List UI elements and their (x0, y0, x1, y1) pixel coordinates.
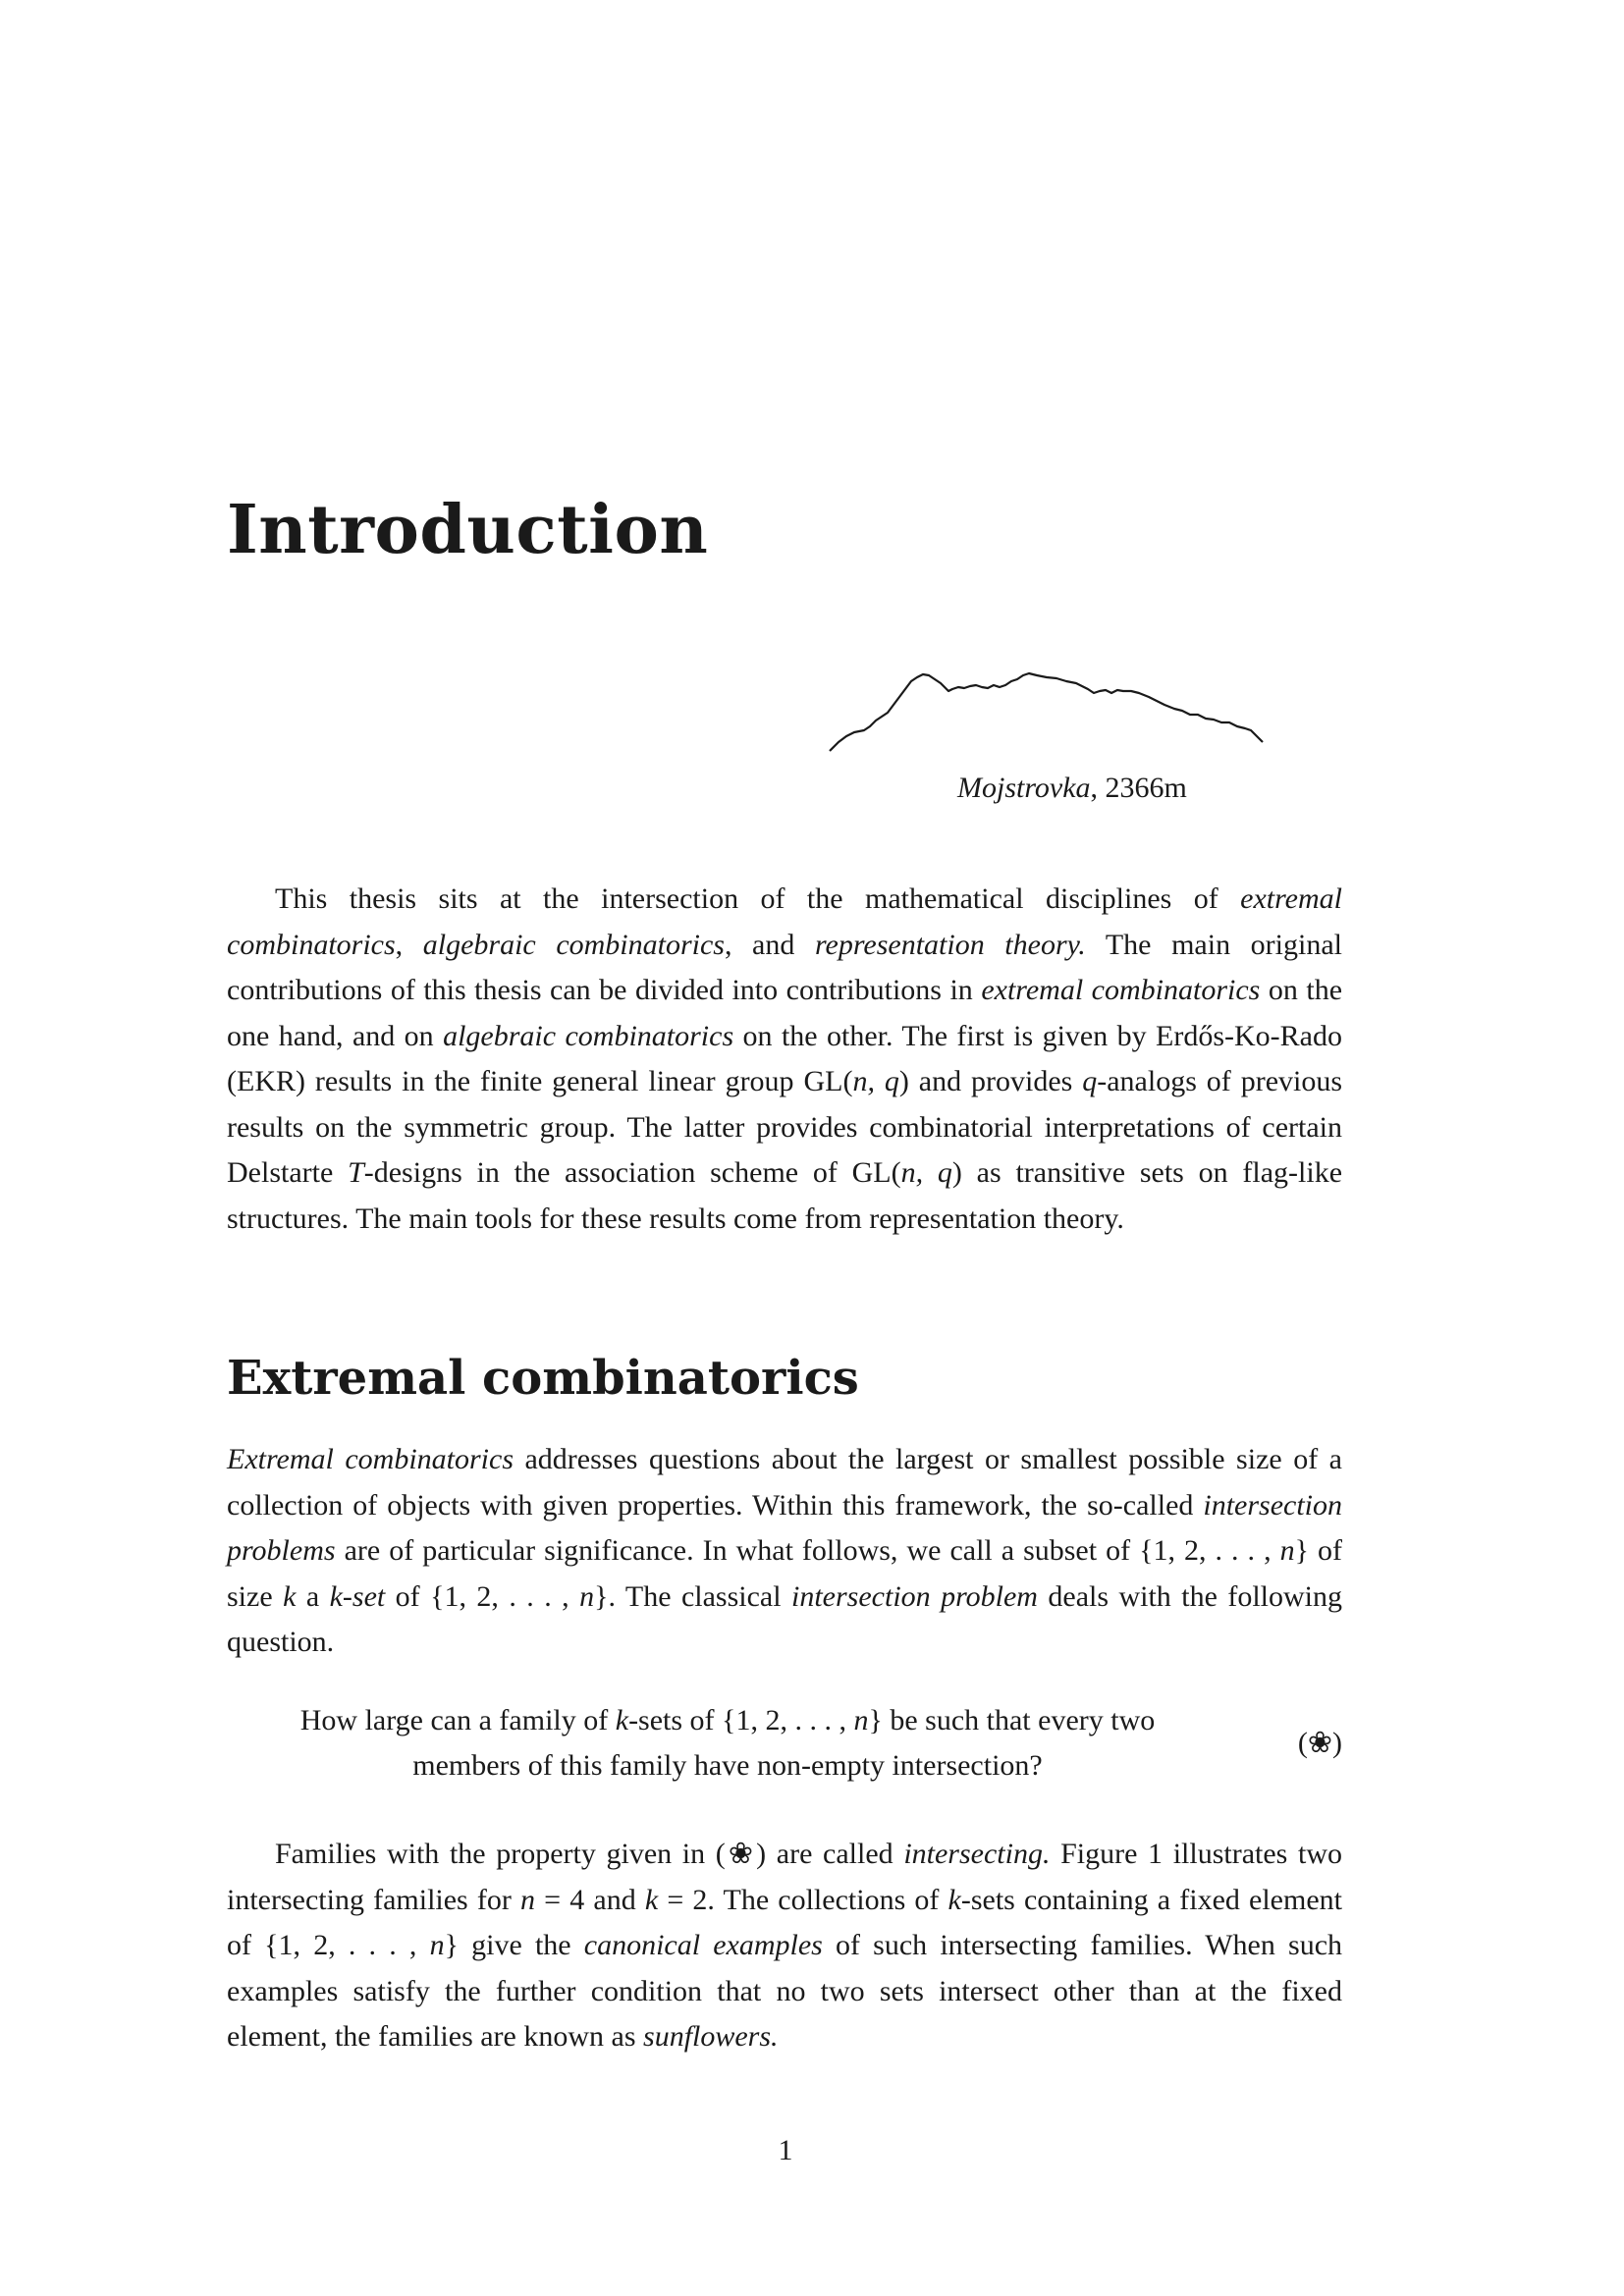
question-line-1 (286, 1698, 1169, 1743)
epigraph-name: Mojstrovka (957, 772, 1091, 804)
question-line-2 (286, 1743, 1169, 1789)
text-run: of {1, 2, . . . , (385, 1579, 580, 1613)
text-run: , and (724, 928, 815, 961)
italic-run: n (853, 1704, 869, 1736)
text-run: addresses questions about the largest or smallest possible size of a collection of objects with given properties. Within this framework, the so-called (227, 1443, 1342, 1522)
italic-run: n (1279, 1534, 1295, 1567)
italic-run: sunflowers. (643, 2020, 779, 2053)
epigraph-caption (957, 772, 1187, 805)
italic-run: extremal combinatorics (981, 974, 1261, 1006)
section-title: Extremal combinatorics (227, 1351, 859, 1406)
text-run: ) and provides (898, 1065, 1083, 1097)
italic-run: intersection problem (791, 1579, 1038, 1613)
italic-run: k (644, 1883, 659, 1916)
text-run: }. The classical (594, 1579, 792, 1613)
text-run: , (395, 928, 423, 961)
section-paragraph (227, 1437, 1342, 1666)
text-run: This thesis sits at the intersection of the mathematical disciplines of (275, 882, 1241, 915)
text-run: on the other. The first is given by Erdős-Ko-Rado (EKR) results in the finite general linear group GL( (227, 1019, 1342, 1097)
text-run: The main original contributions of this thesis can be divided into contributions in (227, 928, 1342, 1006)
text-run: } give the (444, 1929, 584, 1961)
text-run: of such intersecting families. When such examples satisfy the further condition that no two sets intersect other than at the fixed element, the families are known as (227, 1929, 1343, 2053)
italic-run: k-set (329, 1579, 386, 1613)
italic-run: representation theory. (814, 928, 1086, 961)
text-run: a (296, 1579, 330, 1613)
italic-run: canonical examples (583, 1929, 823, 1961)
text-run: -sets of {1, 2, . . . , (628, 1704, 854, 1736)
text-run: on the one hand, and on (227, 974, 1343, 1052)
intro-paragraph (227, 877, 1342, 1242)
text-run: } be such that every two (868, 1704, 1156, 1736)
italic-run: algebraic combinatorics (422, 928, 725, 961)
italic-run: T (348, 1156, 364, 1189)
italic-run: n (429, 1929, 445, 1961)
epigraph-elevation: , 2366m (1090, 772, 1187, 804)
mountain-ridge-sketch (825, 658, 1335, 766)
italic-run: n, q (900, 1156, 952, 1189)
text-run: Figure 1 illustrates two intersecting families for (227, 1838, 1342, 1916)
text-run: -sets containing a fixed element of {1, 2, . . . , (227, 1883, 1342, 1961)
text-run: ) as transitive sets on flag-like structures. The main tools for these results come from representation theory. (227, 1156, 1343, 1235)
text-run: are of particular significance. In what follows, we call a subset of {1, 2, . . . , (335, 1534, 1280, 1567)
italic-run: Extremal combinatorics (227, 1443, 514, 1475)
italic-run: n, q (852, 1065, 899, 1097)
italic-run: intersection problems (227, 1488, 1342, 1567)
question-block (227, 1698, 1342, 1796)
italic-run: k (283, 1579, 297, 1613)
chapter-title: Introduction (227, 491, 709, 569)
text-run: Families with the property given in (❀) are called (275, 1838, 904, 1870)
page-number: 1 (778, 2134, 793, 2166)
italic-run: extremal combinatorics (227, 882, 1342, 961)
text-run: deals with the following question. (227, 1579, 1342, 1658)
italic-run: n (579, 1579, 595, 1613)
italic-run: algebraic combinatorics (443, 1019, 734, 1052)
italic-run: n (520, 1883, 536, 1916)
italic-run: k (947, 1883, 961, 1916)
italic-run: intersecting. (903, 1838, 1051, 1870)
text-run: } of size (227, 1534, 1342, 1613)
question-text (286, 1698, 1169, 1789)
final-paragraph (227, 1832, 1342, 2060)
text-run: members of this family have non-empty intersection? (412, 1749, 1043, 1782)
text-run: = 2. The collections of (658, 1883, 948, 1916)
text-run: = 4 and (535, 1883, 645, 1916)
italic-run: q (1082, 1065, 1098, 1097)
text-run: -analogs of previous results on the symmetric group. The latter provides combinatorial interpretations of certain Delstarte (227, 1065, 1343, 1189)
question-tag: (❀) (1297, 1727, 1342, 1759)
italic-run: k (615, 1704, 629, 1736)
text-run: -designs in the association scheme of GL( (363, 1156, 901, 1189)
text-run: How large can a family of (299, 1704, 616, 1736)
